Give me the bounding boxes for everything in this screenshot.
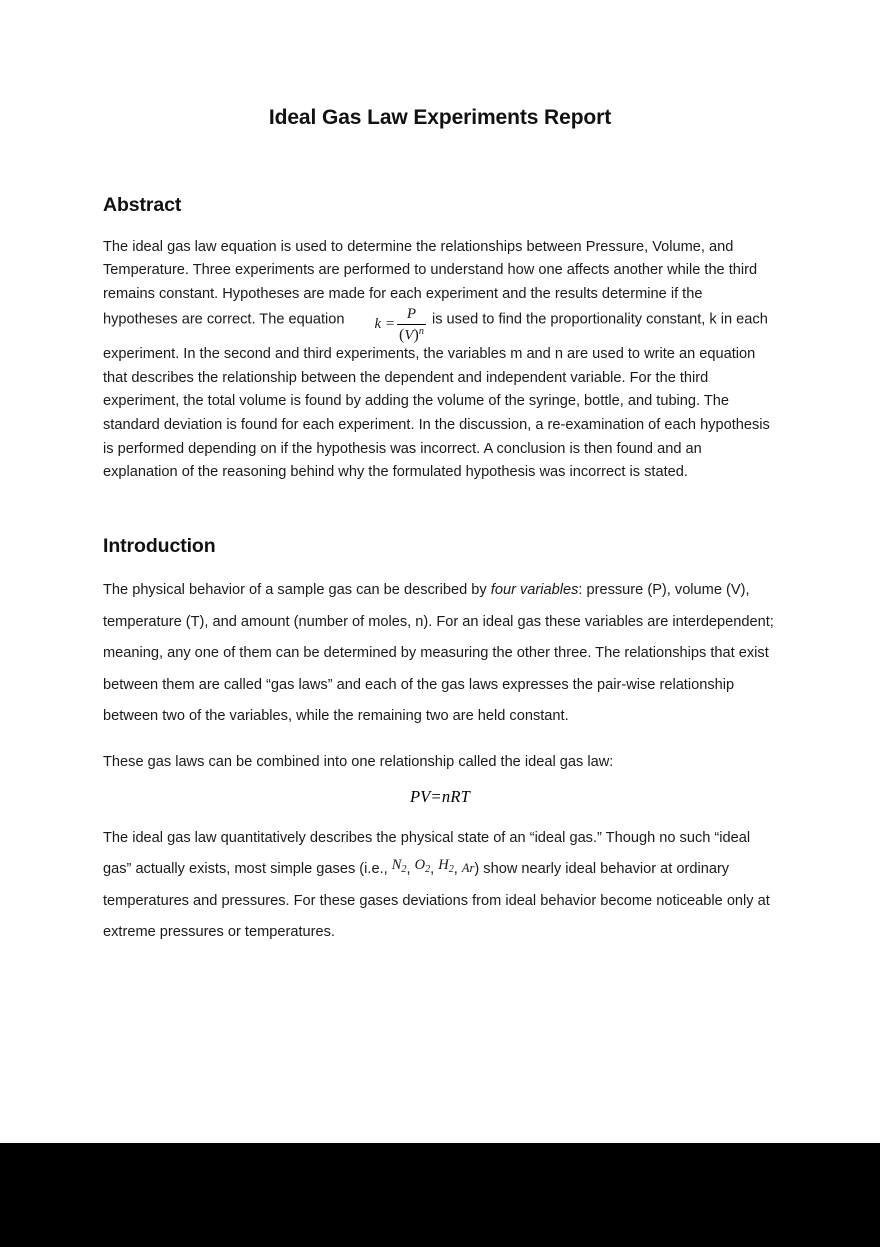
abstract-paragraph: [103, 219, 777, 485]
section-heading-introduction: Introduction: [103, 534, 216, 557]
equation-k-left-hand-side: k =: [374, 316, 396, 333]
oxygen-symbol: O: [414, 856, 426, 873]
abstract-text-part-1: The ideal gas law equation is used to determine the relationships between Pressure, Volume, and Temperature. Three experiments are performed to understand how one affects another while the third remains constant. Hypotheses are made for each experiment and the results determine if the hypotheses are correct. The equation: [103, 238, 758, 328]
intro-p3-before-chemicals: The ideal gas law quantitatively describes the physical state of an “ideal gas.” Though no such “ideal gas” actually exists, most simple gases (i.e.,: [103, 829, 751, 878]
chemical-formula-oxygen: [415, 858, 431, 875]
chemical-formula-argon: [462, 858, 475, 874]
chem-separator-2: ,: [430, 861, 439, 878]
chemical-formula-nitrogen: [392, 858, 407, 875]
abstract-text-part-2: is used to find the proportionality constant, k in each experiment. In the second and third experiments, the variables m and n are used to write an equation that describes the relationship between the dependent and independent variable. For the third experiment, the total volume is found by adding the volume of the syringe, bottle, and tubing. The standard deviation is found for each experiment. In the discussion, a re-examination of each hypothesis is performed depending on if the hypothesis was incorrect. A conclusion is then found and an explanation of the reasoning behind why the formulated hypothesis was incorrect is stated.: [103, 311, 770, 481]
section-heading-abstract: Abstract: [103, 194, 182, 217]
hydrogen-subscript: 2: [448, 863, 454, 875]
equation-k-numerator: P: [406, 306, 417, 323]
equation-k-denominator: [396, 325, 427, 344]
nitrogen-symbol: N: [391, 856, 402, 873]
intro-p1-after-italic: : pressure (P), volume (V), temperature (T), and amount (number of moles, n). For an ideal gas these variables are interdependent; meaning, any one of them can be determined by measuring the other three. The relationships that exist between them are called “gas laws” and each of the gas laws expresses the pair-wise relationship between two of the variables, while the remaining two are held constant.: [103, 582, 774, 725]
chemical-formula-hydrogen: [438, 858, 454, 875]
oxygen-subscript: 2: [425, 863, 431, 875]
left-paren: (: [399, 325, 405, 343]
equation-k-fraction: [396, 306, 427, 343]
nitrogen-subscript: 2: [401, 863, 407, 875]
page-footer-bar: [0, 1143, 880, 1247]
equation-k-denominator-exponent: n: [418, 325, 424, 337]
equation-k-proportionality: [375, 306, 427, 343]
chem-separator-3: ,: [453, 861, 462, 878]
hydrogen-symbol: H: [438, 856, 449, 873]
intro-p1-italic-phrase: four variables: [490, 582, 579, 599]
introduction-paragraph-1: [103, 559, 777, 733]
introduction-paragraph-2: These gas laws can be combined into one relationship called the ideal gas law:: [103, 754, 614, 770]
page-title: Ideal Gas Law Experiments Report: [268, 106, 612, 129]
equation-ideal-gas-law: PV=nRT: [410, 786, 470, 806]
argon-symbol: Ar: [461, 860, 475, 875]
intro-p3-after-chemicals: ) show nearly ideal behavior at ordinary temperatures and pressures. For these gases deviations from ideal behavior become noticeable only at extreme pressures or temperatures.: [103, 861, 770, 941]
equation-k-denominator-base: V: [404, 326, 414, 343]
right-paren: ): [413, 325, 419, 343]
introduction-paragraph-3: [103, 807, 777, 949]
intro-p1-before-italic: The physical behavior of a sample gas can be described by: [103, 582, 491, 599]
chem-separator-1: ,: [406, 861, 415, 878]
